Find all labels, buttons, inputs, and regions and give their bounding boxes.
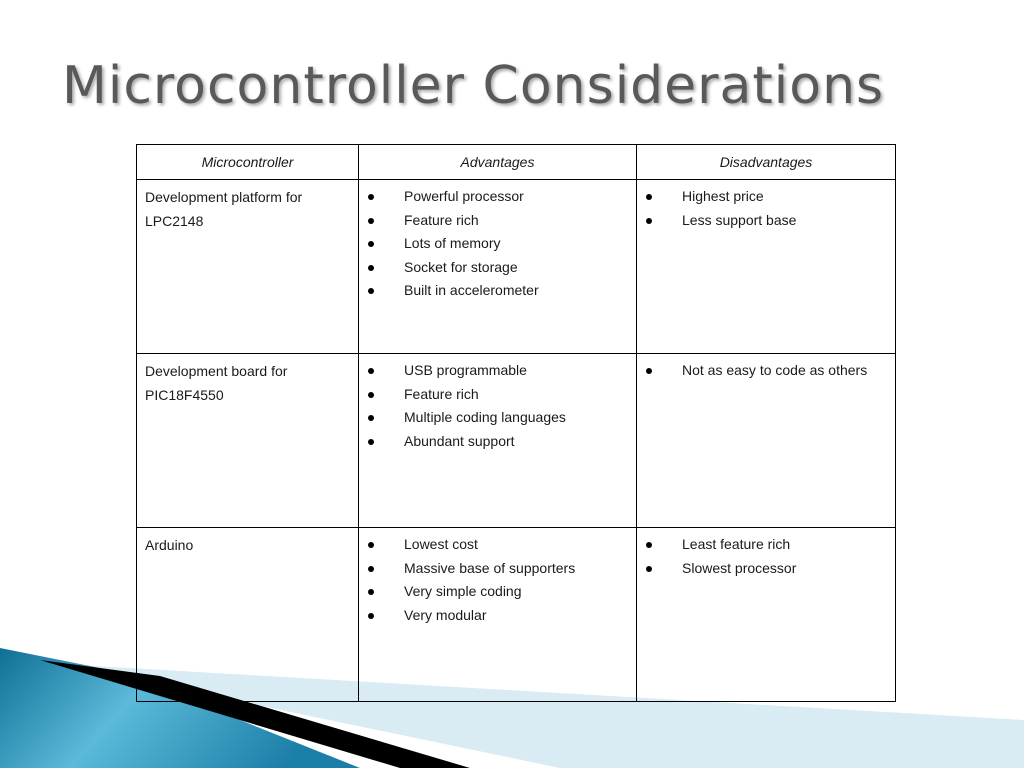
list-item bbox=[637, 209, 895, 233]
bullet-icon bbox=[368, 392, 374, 398]
header-microcontroller: Microcontroller bbox=[137, 145, 359, 180]
advantages-cell bbox=[359, 528, 637, 702]
bullet-icon bbox=[368, 613, 374, 619]
advantages-list bbox=[359, 180, 636, 303]
list-item bbox=[359, 533, 636, 557]
list-item bbox=[359, 185, 636, 209]
list-item-text: Lowest cost bbox=[404, 536, 478, 552]
list-item-text: Highest price bbox=[682, 188, 764, 204]
list-item-text: Least feature rich bbox=[682, 536, 791, 552]
slide-title: Microcontroller Considerations bbox=[62, 56, 885, 116]
list-item bbox=[637, 533, 895, 557]
table-row bbox=[137, 528, 896, 702]
disadvantages-list bbox=[637, 528, 895, 580]
bullet-icon bbox=[368, 439, 374, 445]
list-item bbox=[359, 604, 636, 628]
list-item-text: Powerful processor bbox=[404, 188, 524, 204]
microcontroller-name-cell bbox=[137, 528, 359, 702]
list-item bbox=[637, 359, 895, 383]
name-line: Development platform for bbox=[145, 189, 303, 205]
list-item-text: Very simple coding bbox=[404, 583, 522, 599]
list-item-text: Built in accelerometer bbox=[404, 282, 539, 298]
name-line: PIC18F4550 bbox=[145, 387, 224, 403]
list-item-text: Feature rich bbox=[404, 211, 479, 228]
table-header-row bbox=[137, 145, 896, 180]
table-row bbox=[137, 354, 896, 528]
list-item-text: Not as easy to code as others bbox=[682, 362, 868, 378]
advantages-list bbox=[359, 528, 636, 627]
list-item bbox=[359, 232, 636, 256]
bullet-icon bbox=[646, 368, 652, 374]
bullet-icon bbox=[368, 218, 374, 224]
name-line: Arduino bbox=[145, 537, 194, 553]
list-item bbox=[637, 185, 895, 209]
bullet-icon bbox=[368, 415, 374, 421]
advantages-list bbox=[359, 354, 636, 453]
advantages-cell bbox=[359, 354, 637, 528]
list-item bbox=[359, 256, 636, 280]
disadvantages-list bbox=[637, 354, 895, 383]
list-item-text: Less support base bbox=[682, 211, 797, 228]
disadvantages-cell bbox=[637, 354, 896, 528]
bullet-icon bbox=[368, 566, 374, 572]
list-item-text: Feature rich bbox=[404, 385, 479, 402]
advantages-cell bbox=[359, 180, 637, 354]
list-item bbox=[359, 279, 636, 303]
table-row bbox=[137, 180, 896, 354]
list-item-text: Lots of memory bbox=[404, 235, 501, 251]
bullet-icon bbox=[368, 368, 374, 374]
bullet-icon bbox=[368, 288, 374, 294]
bullet-icon bbox=[646, 566, 652, 572]
list-item-text: Slowest processor bbox=[682, 559, 797, 576]
comparison-table bbox=[136, 144, 896, 702]
bullet-icon bbox=[368, 194, 374, 200]
list-item-text: Abundant support bbox=[404, 432, 515, 449]
name-line: Development board for bbox=[145, 363, 288, 379]
list-item-text: USB programmable bbox=[404, 362, 527, 378]
bullet-icon bbox=[646, 218, 652, 224]
disadvantages-cell bbox=[637, 528, 896, 702]
disadvantages-cell bbox=[637, 180, 896, 354]
list-item bbox=[359, 383, 636, 407]
bullet-icon bbox=[368, 265, 374, 271]
header-advantages: Advantages bbox=[359, 145, 637, 180]
list-item bbox=[359, 557, 636, 581]
bullet-icon bbox=[368, 589, 374, 595]
list-item-text: Multiple coding languages bbox=[404, 409, 566, 425]
list-item bbox=[359, 209, 636, 233]
microcontroller-name-cell bbox=[137, 180, 359, 354]
list-item bbox=[637, 557, 895, 581]
list-item bbox=[359, 359, 636, 383]
bullet-icon bbox=[646, 194, 652, 200]
bullet-icon bbox=[368, 542, 374, 548]
list-item bbox=[359, 430, 636, 454]
list-item-text: Socket for storage bbox=[404, 258, 518, 275]
list-item-text: Massive base of supporters bbox=[404, 559, 576, 576]
comparison-table-wrapper bbox=[136, 144, 896, 702]
bullet-icon bbox=[646, 542, 652, 548]
bullet-icon bbox=[368, 241, 374, 247]
list-item bbox=[359, 580, 636, 604]
header-disadvantages: Disadvantages bbox=[637, 145, 896, 180]
name-line: LPC2148 bbox=[145, 213, 204, 229]
list-item bbox=[359, 406, 636, 430]
disadvantages-list bbox=[637, 180, 895, 232]
list-item-text: Very modular bbox=[404, 606, 487, 623]
microcontroller-name-cell bbox=[137, 354, 359, 528]
